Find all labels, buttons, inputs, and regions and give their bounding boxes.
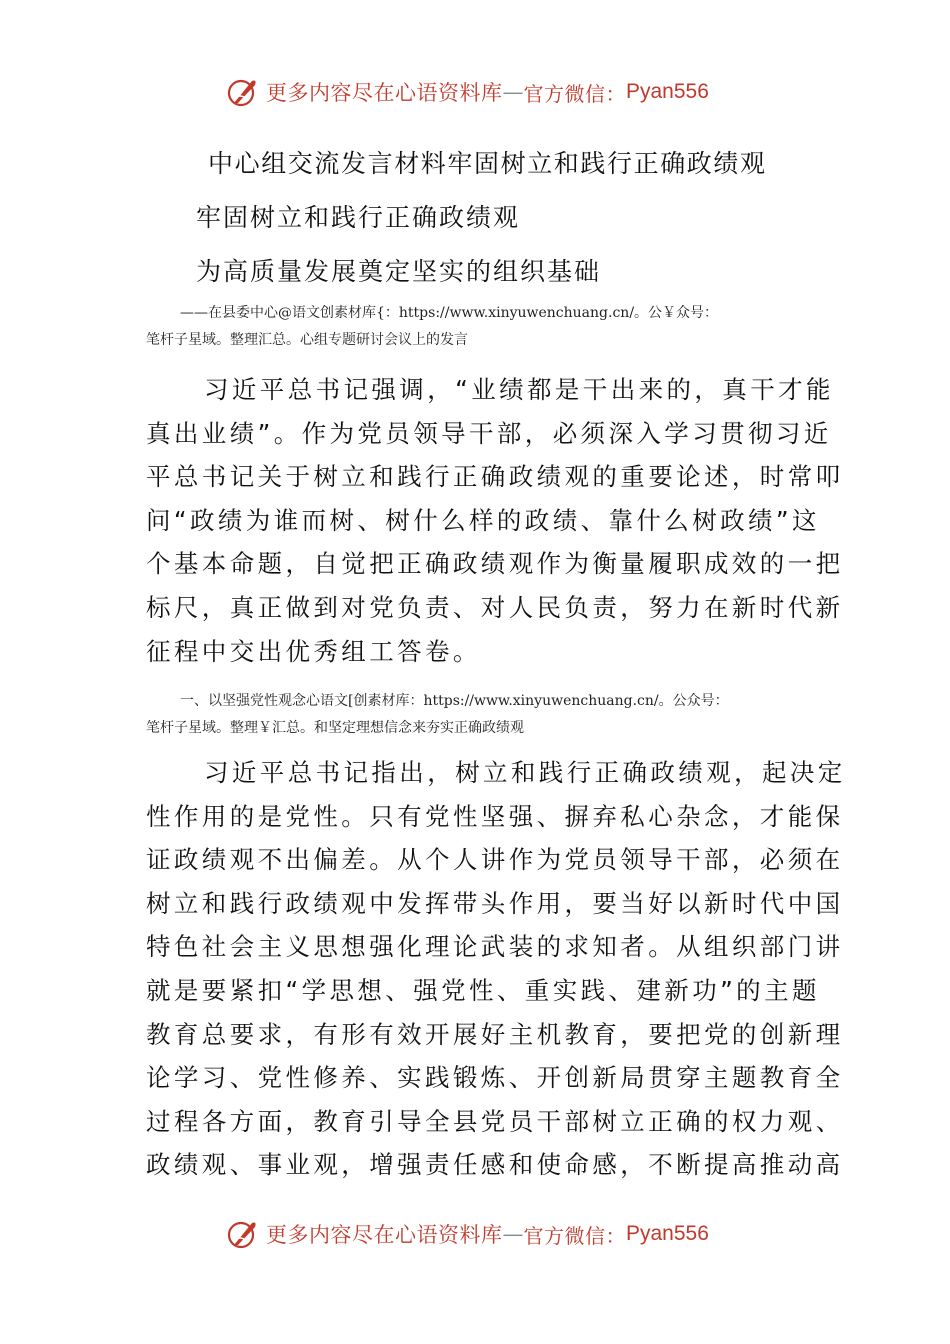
banner-dash: — xyxy=(502,80,524,104)
paragraph-line: 特色社会主义思想强化理论武装的求知者。从组织部门讲 xyxy=(146,932,844,962)
banner-wechat-label: 官方微信： xyxy=(523,81,626,106)
quill-logo-icon xyxy=(226,75,260,109)
paragraph-line: 标尺，真正做到对党负责、对人民负责，努力在新时代新 xyxy=(146,592,844,622)
banner-text: 更多内容尽在心语资料库 xyxy=(266,1223,503,1247)
paragraph-line: 问“政绩为谁而树、树什么样的政绩、靠什么树政绩”这 xyxy=(146,505,820,535)
section-heading-line-1: 一、以坚强党性观念心语文[创素材库：https://www.xinyuwenchuang.cn/。公众号： xyxy=(180,693,729,709)
paragraph-1 xyxy=(146,368,844,673)
paragraph-line: 过程各方面，教育引导全县党员干部树立正确的权力观、 xyxy=(146,1106,844,1136)
byline-line-2: 笔杆子星域。整理汇总。心组专题研讨会议上的发言 xyxy=(146,332,468,348)
paragraph-2 xyxy=(146,751,846,1187)
byline-note xyxy=(146,300,806,354)
paragraph-line: 树立和践行政绩观中发挥带头作用，要当好以新时代中国 xyxy=(146,888,844,918)
section-1-heading xyxy=(146,688,806,742)
banner-wechat-label: 官方微信： xyxy=(523,1223,626,1248)
document-title: 中心组交流发言材料牢固树立和践行正确政绩观 xyxy=(208,149,767,178)
section-heading-line-2: 笔杆子星域。整理￥汇总。和坚定理想信念来夯实正确政绩观 xyxy=(146,720,524,736)
byline-line-1: ——在县委中心@语文创素材库{：https://www.xinyuwenchuang.cn/。公￥众号： xyxy=(180,305,719,321)
quill-logo-icon xyxy=(226,1217,260,1251)
paragraph-line: 就是要紧扣“学思想、强党性、重实践、建新功”的主题 xyxy=(146,975,820,1005)
banner-wechat-id: Pyan556 xyxy=(626,1222,709,1245)
banner-wechat-id: Pyan556 xyxy=(626,80,709,103)
paragraph-line: 政绩观、事业观，增强责任感和使命感，不断提高推动高 xyxy=(146,1150,844,1180)
heading-line-1: 牢固树立和践行正确政绩观 xyxy=(196,203,521,232)
paragraph-line: 教育总要求，有形有效开展好主机教育，要把党的创新理 xyxy=(146,1019,844,1049)
banner-dash: — xyxy=(502,1222,524,1246)
paragraph-line: 平总书记关于树立和践行正确政绩观的重要论述，时常叩 xyxy=(146,462,844,492)
banner-text: 更多内容尽在心语资料库 xyxy=(266,81,503,105)
header-banner xyxy=(226,70,709,114)
paragraph-line: 论学习、党性修养、实践锻炼、开创新局贯穿主题教育全 xyxy=(146,1063,844,1093)
paragraph-line: 个基本命题，自觉把正确政绩观作为衡量履职成效的一把 xyxy=(146,549,844,579)
paragraph-line: 证政绩观不出偏差。从个人讲作为党员领导干部，必须在 xyxy=(146,845,844,875)
paragraph-line: 征程中交出优秀组工答卷。 xyxy=(146,636,481,666)
paragraph-line: 性作用的是党性。只有党性坚强、摒弃私心杂念，才能保 xyxy=(146,801,844,831)
paragraph-line: 习近平总书记指出，树立和践行正确政绩观，起决定 xyxy=(204,758,846,787)
heading-line-2: 为高质量发展奠定坚实的组织基础 xyxy=(196,257,602,286)
footer-banner xyxy=(226,1212,709,1256)
paragraph-line: 习近平总书记强调，“业绩都是干出来的，真干才能 xyxy=(204,375,834,404)
paragraph-line: 真出业绩”。作为党员领导干部，必须深入学习贯彻习近 xyxy=(146,418,832,448)
